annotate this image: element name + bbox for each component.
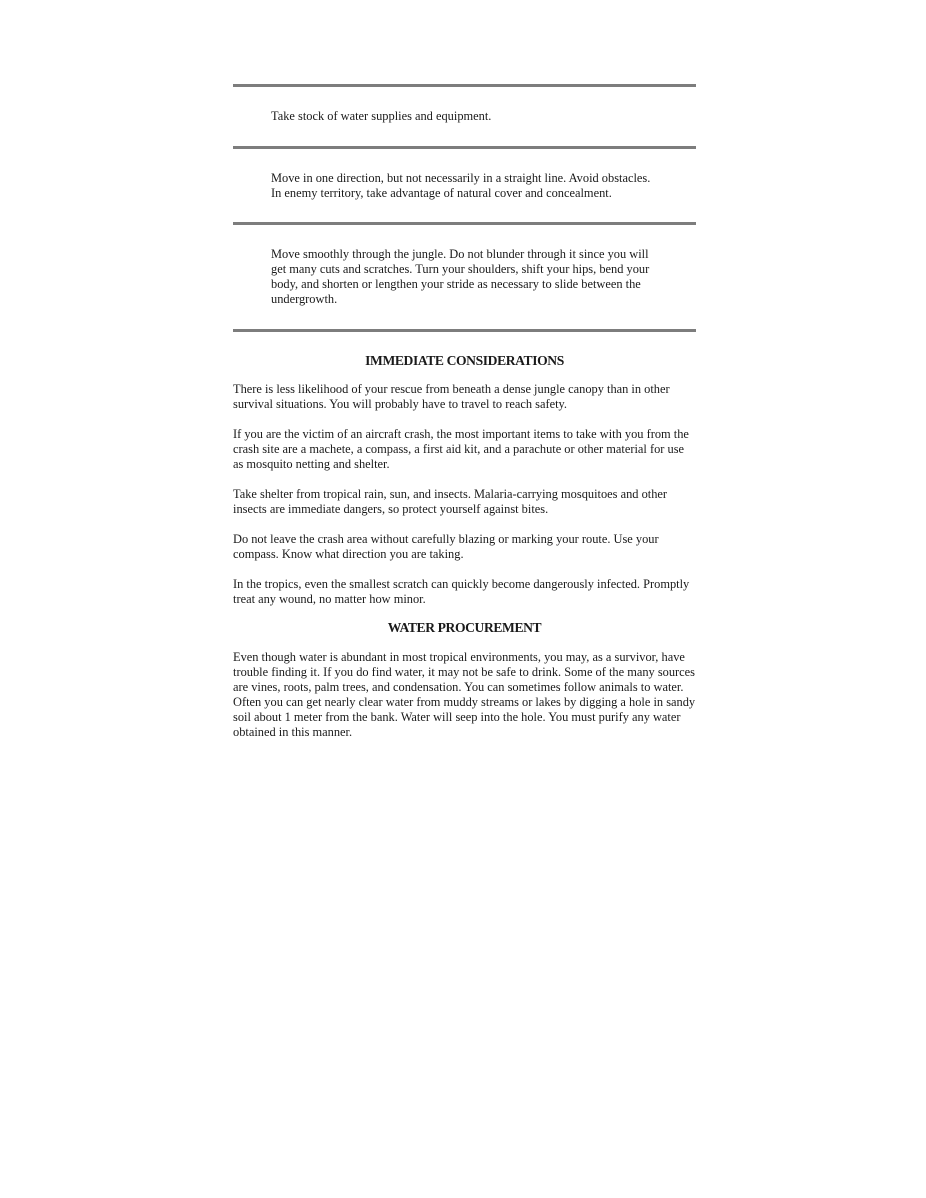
section-heading: IMMEDIATE CONSIDERATIONS	[365, 353, 564, 369]
horizontal-rule	[233, 329, 696, 332]
section-heading: WATER PROCUREMENT	[387, 620, 542, 636]
immediate-considerations-section	[233, 353, 696, 607]
water-procurement-section	[233, 620, 696, 740]
boxed-step-text: Move in one direction, but not necessarily in a straight line. Avoid obstacles. In enemy territory, take advantage of natural cover and concealment.	[271, 171, 651, 201]
document-page	[233, 84, 696, 740]
boxed-step-text: Take stock of water supplies and equipment.	[271, 109, 492, 123]
body-paragraph: If you are the victim of an aircraft crash, the most important items to take with you from the crash site are a machete, a compass, a first aid kit, and a parachute or other material for use as mosquito netting and shelter.	[233, 427, 689, 472]
body-paragraph: Take shelter from tropical rain, sun, and insects. Malaria-carrying mosquitoes and other insects are immediate dangers, so protect yourself against bites.	[233, 487, 668, 517]
boxed-step-text: Move smoothly through the jungle. Do not blunder through it since you will get many cuts and scratches. Turn your shoulders, shift your hips, bend your body, and shorten or lengthen your stride as necessary to slide between the undergrowth.	[271, 246, 650, 307]
body-paragraph: Do not leave the crash area without carefully blazing or marking your route. Use your compass. Know what direction you are taking.	[233, 532, 659, 562]
body-paragraph: Even though water is abundant in most tropical environments, you may, as a survivor, have trouble finding it. If you do find water, it may not be safe to drink. Some of the many sources are vines, roots, palm trees, and condensation. You can sometimes follow animals to water. Often you can get nearly clear water from muddy streams or lakes by digging a hole in sandy soil about 1 meter from the bank. Water will seep into the hole. You must purify any water obtained in this manner.	[233, 650, 696, 740]
body-paragraph: In the tropics, even the smallest scratch can quickly become dangerously infected. Promptly treat any wound, no matter how minor.	[233, 577, 690, 607]
body-paragraph: There is less likelihood of your rescue from beneath a dense jungle canopy than in other survival situations. You will probably have to travel to reach safety.	[233, 382, 670, 412]
